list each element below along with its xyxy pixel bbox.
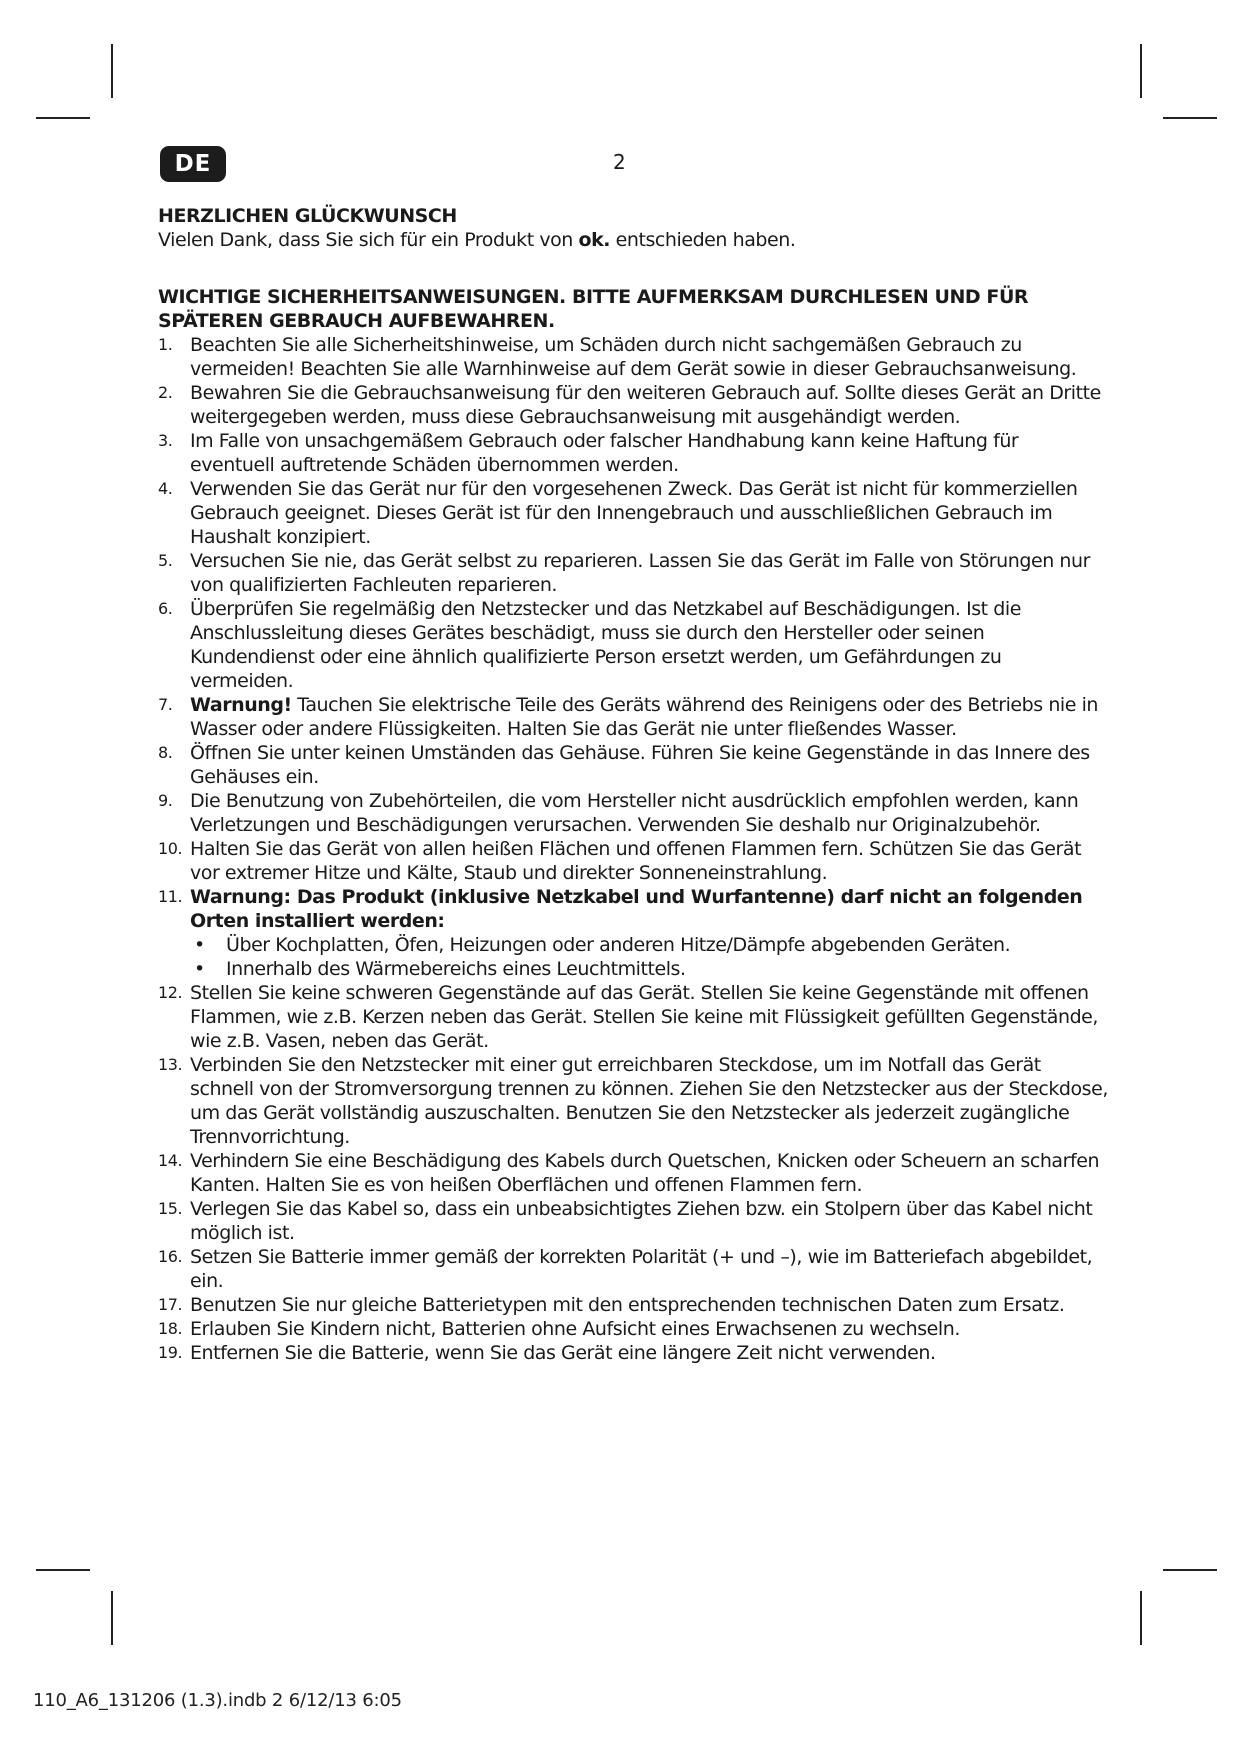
item-text	[190, 477, 1108, 549]
crop-mark	[36, 1569, 90, 1571]
item-body: Bewahren Sie die Gebrauchsanweisung für den weiteren Gebrauch auf. Sollte dieses Gerät an Dritte weitergegeben werden, muss diese Gebrauchsanweisung mit ausgehändigt werden.	[190, 382, 1101, 428]
item-body: Stellen Sie keine schweren Gegenstände auf das Gerät. Stellen Sie keine Gegenstände mit offenen Flammen, wie z.B. Kerzen neben das Gerät. Stellen Sie keine mit Flüssigkeit gefüllten Gegenstände, wie z.B. Vasen, neben das Gerät.	[190, 982, 1099, 1052]
document-body	[158, 204, 1108, 1365]
list-item	[158, 597, 1108, 693]
list-item	[158, 1245, 1108, 1293]
item-number: 15.	[158, 1199, 183, 1218]
warning-label: Warnung!	[190, 694, 292, 716]
list-item	[158, 381, 1108, 429]
item-number: 14.	[158, 1151, 183, 1170]
crop-mark	[36, 117, 90, 119]
safety-instructions-list	[158, 333, 1108, 1365]
item-number: 11.	[158, 887, 183, 906]
list-item	[158, 837, 1108, 885]
item-text	[190, 741, 1108, 789]
item-body: Tauchen Sie elektrische Teile des Geräts während des Reinigens oder des Betriebs nie in Wasser oder andere Flüssigkeiten. Halten Sie das Gerät nie unter fließendes Wasser.	[190, 694, 1098, 740]
item-body: Beachten Sie alle Sicherheitshinweise, um Schäden durch nicht sachgemäßen Gebrauch zu vermeiden! Beachten Sie alle Warnhinweise auf dem Gerät sowie in dieser Gebrauchsanweisung.	[190, 334, 1077, 380]
list-item	[158, 1317, 1108, 1341]
item-number: 12.	[158, 983, 183, 1002]
item-text	[190, 837, 1108, 885]
item-number: 18.	[158, 1319, 183, 1338]
sub-item-text: Innerhalb des Wärmebereichs eines Leuchtmittels.	[226, 958, 686, 980]
sub-list	[190, 933, 1108, 981]
item-text	[190, 597, 1108, 693]
bullet-icon: •	[194, 934, 205, 956]
item-number: 13.	[158, 1055, 183, 1074]
item-text	[190, 1149, 1108, 1197]
item-body: Erlauben Sie Kindern nicht, Batterien ohne Aufsicht eines Erwachsenen zu wechseln.	[190, 1318, 960, 1340]
list-item	[158, 1149, 1108, 1197]
crop-mark	[1163, 1569, 1217, 1571]
item-number: 7.	[158, 695, 173, 714]
item-body: Im Falle von unsachgemäßem Gebrauch oder falscher Handhabung kann keine Haftung für eventuell auftretende Schäden übernommen werden.	[190, 430, 1019, 476]
safety-heading: WICHTIGE SICHERHEITSANWEISUNGEN. BITTE AUFMERKSAM DURCHLESEN UND FÜR SPÄTEREN GEBRAUCH AUFBEWAHREN.	[158, 286, 1029, 332]
congrats-title: HERZLICHEN GLÜCKWUNSCH	[158, 205, 457, 227]
print-slug: 110_A6_131206 (1.3).indb 2 6/12/13 6:05	[33, 1690, 402, 1711]
list-item	[158, 885, 1108, 981]
item-body: Verhindern Sie eine Beschädigung des Kabels durch Quetschen, Knicken oder Scheuern an scharfen Kanten. Halten Sie es von heißen Oberflächen und offenen Flammen fern.	[190, 1150, 1100, 1196]
list-item	[158, 741, 1108, 789]
item-number: 1.	[158, 335, 173, 354]
crop-mark	[1140, 1591, 1142, 1645]
brand-name: ok.	[578, 229, 611, 251]
item-body: Setzen Sie Batterie immer gemäß der korrekten Polarität (+ und –), wie im Batteriefach abgebildet, ein.	[190, 1246, 1093, 1292]
list-item	[158, 693, 1108, 741]
item-text	[190, 1053, 1108, 1149]
item-number: 6.	[158, 599, 173, 618]
item-body: Entfernen Sie die Batterie, wenn Sie das Gerät eine längere Zeit nicht verwenden.	[190, 1342, 936, 1364]
list-item	[158, 1053, 1108, 1149]
crop-mark	[1140, 44, 1142, 98]
list-item	[158, 981, 1108, 1053]
bullet-icon: •	[194, 958, 205, 980]
item-number: 2.	[158, 383, 173, 402]
item-body: Versuchen Sie nie, das Gerät selbst zu reparieren. Lassen Sie das Gerät im Falle von Störungen nur von qualifizierten Fachleuten reparieren.	[190, 550, 1090, 596]
item-number: 4.	[158, 479, 173, 498]
item-number: 8.	[158, 743, 173, 762]
list-item	[158, 789, 1108, 837]
list-item	[158, 1341, 1108, 1365]
item-text	[190, 549, 1108, 597]
item-number: 5.	[158, 551, 173, 570]
item-body: Verwenden Sie das Gerät nur für den vorgesehenen Zweck. Das Gerät ist nicht für kommerziellen Gebrauch geeignet. Dieses Gerät ist für den Innengebrauch und ausschließlichen Gebrauch im Haushalt konzipiert.	[190, 478, 1078, 548]
sub-list-item	[190, 933, 1108, 957]
crop-mark	[111, 44, 113, 98]
sub-list-item	[190, 957, 1108, 981]
item-number: 17.	[158, 1295, 183, 1314]
item-number: 16.	[158, 1247, 183, 1266]
item-text	[190, 429, 1108, 477]
list-item	[158, 477, 1108, 549]
item-number: 9.	[158, 791, 173, 810]
item-text	[190, 333, 1108, 381]
item-text	[190, 381, 1108, 429]
item-text	[190, 1293, 1108, 1317]
item-body: Öffnen Sie unter keinen Umständen das Gehäuse. Führen Sie keine Gegenstände in das Innere des Gehäuses ein.	[190, 742, 1090, 788]
item-body: Benutzen Sie nur gleiche Batterietypen mit den entsprechenden technischen Daten zum Ersatz.	[190, 1294, 1065, 1316]
crop-mark	[1163, 117, 1217, 119]
item-text	[190, 1197, 1108, 1245]
item-number: 10.	[158, 839, 183, 858]
list-item	[158, 1197, 1108, 1245]
item-number: 3.	[158, 431, 173, 450]
warning-label: Warnung: Das Produkt (inklusive Netzkabel und Wurfantenne) darf nicht an folgenden Orten installiert werden:	[190, 886, 1083, 932]
language-badge: DE	[160, 146, 226, 182]
list-item	[158, 1293, 1108, 1317]
congrats-text: Vielen Dank, dass Sie sich für ein Produkt von ok. entschieden haben.	[158, 229, 796, 251]
item-text	[190, 981, 1108, 1053]
item-text	[190, 1341, 1108, 1365]
item-body: Überprüfen Sie regelmäßig den Netzstecker und das Netzkabel auf Beschädigungen. Ist die Anschlussleitung dieses Gerätes beschädigt, muss sie durch den Hersteller oder seinen Kundendienst oder eine ähnlich qualifizierte Person ersetzt werden, um Gefährdungen zu vermeiden.	[190, 598, 1021, 692]
item-body: Verlegen Sie das Kabel so, dass ein unbeabsichtigtes Ziehen bzw. ein Stolpern über das Kabel nicht möglich ist.	[190, 1198, 1093, 1244]
item-text	[190, 1317, 1108, 1341]
list-item	[158, 549, 1108, 597]
item-text	[190, 1245, 1108, 1293]
sub-item-text: Über Kochplatten, Öfen, Heizungen oder anderen Hitze/Dämpfe abgebenden Geräten.	[226, 934, 1011, 956]
item-text	[190, 789, 1108, 837]
item-text	[190, 693, 1108, 741]
item-text	[190, 885, 1108, 933]
crop-mark	[111, 1591, 113, 1645]
page-number: 2	[613, 150, 626, 174]
item-body: Halten Sie das Gerät von allen heißen Flächen und offenen Flammen fern. Schützen Sie das Gerät vor extremer Hitze und Kälte, Staub und direkter Sonneneinstrahlung.	[190, 838, 1082, 884]
list-item	[158, 429, 1108, 477]
item-number: 19.	[158, 1343, 183, 1362]
list-item	[158, 333, 1108, 381]
item-body: Die Benutzung von Zubehörteilen, die vom Hersteller nicht ausdrücklich empfohlen werden, kann Verletzungen und Beschädigungen verursachen. Verwenden Sie deshalb nur Originalzubehör.	[190, 790, 1079, 836]
item-body: Verbinden Sie den Netzstecker mit einer gut erreichbaren Steckdose, um im Notfall das Gerät schnell von der Stromversorgung trennen zu können. Ziehen Sie den Netzstecker aus der Steckdose, um das Gerät vollständig auszuschalten. Benutzen Sie den Netzstecker als jederzeit zugängliche Trennvorrichtung.	[190, 1054, 1108, 1148]
